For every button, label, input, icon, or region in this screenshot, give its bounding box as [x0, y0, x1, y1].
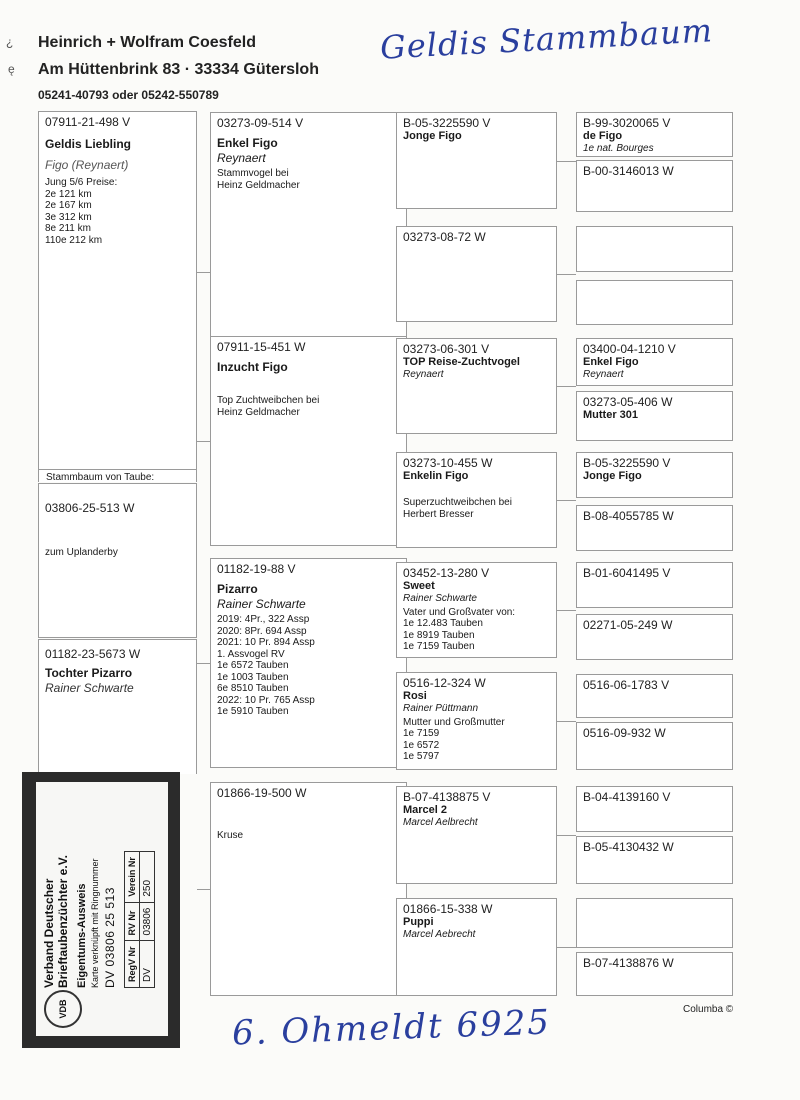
- pedigree-box: [210, 782, 407, 996]
- association-logo: VDB: [44, 990, 82, 1028]
- ring-number: 03273-05-406 W: [583, 395, 673, 409]
- pigeon-name: Rosi: [403, 690, 427, 702]
- connector-line: [197, 272, 210, 273]
- pigeon-info: Stammvogel bei Heinz Geldmacher: [217, 168, 300, 191]
- pigeon-breeder: Marcel Aebrecht: [403, 929, 476, 940]
- breeder-address: Am Hüttenbrink 83 · 33334 Gütersloh: [38, 61, 319, 78]
- card-ring-number: DV 03806 25 513: [103, 887, 117, 988]
- card-subtitle: Karte verknüpft mit Ringnummer: [90, 858, 100, 988]
- pedigree-box: [576, 280, 733, 325]
- pigeon-name: Tochter Pizarro: [45, 666, 133, 680]
- pedigree-box: [396, 452, 557, 548]
- pigeon-breeder: Reynaert: [403, 369, 444, 380]
- pigeon-name: Geldis Liebling: [45, 137, 132, 151]
- pedigree-box: [396, 226, 557, 322]
- connector-line: [197, 889, 210, 890]
- ring-number: 0516-06-1783 V: [583, 678, 670, 692]
- pigeon-name: Inzucht Figo: [217, 360, 288, 374]
- ring-number: 03806-25-513 W: [45, 501, 135, 515]
- pigeon-name: Puppi: [403, 916, 434, 928]
- pedigree-box: [576, 452, 733, 498]
- pigeon-name: TOP Reise-Zuchtvogel: [403, 356, 520, 368]
- pigeon-name: Enkel Figo: [217, 136, 278, 150]
- regv-value: DV: [140, 941, 155, 988]
- pedigree-box: [576, 391, 733, 441]
- pedigree-box: [576, 674, 733, 718]
- pigeon-name: Enkel Figo: [583, 356, 639, 368]
- connector-line: [197, 441, 210, 442]
- connector-line: [557, 386, 576, 387]
- ownership-card-content: [36, 784, 168, 1034]
- pedigree-box: [576, 786, 733, 832]
- pedigree-box: [396, 562, 557, 658]
- pedigree-box: [396, 112, 557, 209]
- ring-number: 02271-05-249 W: [583, 618, 673, 632]
- ring-number: 03273-10-455 W: [403, 456, 493, 470]
- connector-line: [557, 835, 576, 836]
- verein-value: 250: [140, 852, 155, 903]
- connector-line: [557, 274, 576, 275]
- ring-number: 0516-09-932 W: [583, 726, 666, 740]
- pedigree-box: [576, 722, 733, 770]
- pigeon-name: Jonge Figo: [583, 470, 642, 482]
- connector-line: [557, 610, 576, 611]
- ring-number: 07911-21-498 V: [45, 115, 131, 129]
- pigeon-name: de Figo: [583, 130, 623, 142]
- pigeon-info: 2019: 4Pr., 322 Assp 2020: 8Pr. 694 Assp 2021: 10 Pr. 894 Assp 1. Assvogel RV 1e 6572 Tauben 1e 1003 Tauben 6e 8510 Tauben 2022: 10 Pr. 765 Assp 1e 5910 Tauben: [217, 614, 315, 717]
- connector-line: [557, 947, 576, 948]
- ring-number: B-05-3225590 V: [583, 456, 671, 470]
- scan-bleed-mark: ¿: [6, 35, 14, 49]
- ring-number: 03273-09-514 V: [217, 116, 304, 130]
- pigeon-name: Jonge Figo: [403, 130, 462, 142]
- pigeon-name: Pizarro: [217, 582, 258, 596]
- handwritten-title: Geldis Stammbaum: [379, 11, 714, 67]
- pigeon-info: Kruse: [217, 830, 244, 841]
- pedigree-box: [576, 338, 733, 386]
- sibling-box: [38, 483, 197, 638]
- ring-number: 01866-15-338 W: [403, 902, 493, 916]
- stammbaum-label: Stammbaum von Taube:: [46, 472, 155, 483]
- pigeon-info: Top Zuchtweibchen bei Heinz Geldmacher: [217, 395, 320, 418]
- pigeon-breeder: Rainer Schwarte: [403, 593, 477, 604]
- pigeon-breeder: Rainer Püttmann: [403, 703, 479, 714]
- pigeon-breeder: Rainer Schwarte: [217, 597, 306, 611]
- ring-number: 03400-04-1210 V: [583, 342, 676, 356]
- pigeon-name: Mutter 301: [583, 409, 639, 421]
- pigeon-name: Enkelin Figo: [403, 470, 469, 482]
- pedigree-box: [576, 562, 733, 608]
- connector-line: [557, 721, 576, 722]
- connector-line: [557, 500, 576, 501]
- ring-number: B-08-4055785 W: [583, 509, 674, 523]
- pedigree-box: [576, 836, 733, 884]
- connector-line: [197, 663, 210, 664]
- pigeon-breeder: Reynaert: [217, 151, 266, 165]
- ring-number: 01182-23-5673 W: [45, 647, 141, 661]
- association-name: Verband Deutscher: [42, 878, 56, 988]
- pedigree-box: [396, 786, 557, 884]
- ring-number: 03273-08-72 W: [403, 230, 486, 244]
- pedigree-box: [210, 558, 407, 768]
- pedigree-box: [576, 952, 733, 996]
- pigeon-breeder: Marcel Aelbrecht: [403, 817, 478, 828]
- ownership-card-face: [36, 782, 168, 1036]
- ring-number: 01182-19-88 V: [217, 562, 296, 576]
- card-title: Eigentums-Ausweis: [76, 883, 88, 988]
- pedigree-box: [576, 898, 733, 948]
- ring-number: 07911-15-451 W: [217, 340, 306, 354]
- pedigree-box: [576, 226, 733, 272]
- ring-number: B-05-4130432 W: [583, 840, 674, 854]
- ring-number: B-01-6041495 V: [583, 566, 671, 580]
- ownership-card: [22, 772, 180, 1048]
- ring-number: B-04-4139160 V: [583, 790, 671, 804]
- pedigree-box: [396, 898, 557, 996]
- subject-pigeon-box: [38, 111, 197, 470]
- ring-number: 0516-12-324 W: [403, 676, 486, 690]
- pedigree-box: [210, 336, 407, 546]
- connector-line: [557, 161, 576, 162]
- pigeon-breeder: Rainer Schwarte: [45, 681, 134, 695]
- pedigree-box: [396, 338, 557, 434]
- breeder-phone: 05241-40793 oder 05242-550789: [38, 88, 219, 102]
- pedigree-box: [396, 672, 557, 770]
- software-credit: Columba ©: [683, 1004, 734, 1015]
- ring-number: 03452-13-280 V: [403, 566, 490, 580]
- scan-bleed-mark: ę: [8, 62, 15, 76]
- pigeon-info: Vater und Großvater von: 1e 12.483 Tauben 1e 8919 Tauben 1e 7159 Tauben: [403, 606, 516, 652]
- pigeon-breeder: Reynaert: [583, 369, 624, 380]
- pigeon-info: Mutter und Großmutter 1e 7159 1e 6572 1e 5797: [403, 716, 505, 762]
- pigeon-results: Jung 5/6 Preise: 2e 121 km 2e 167 km 3e 312 km 8e 211 km 110e 212 km: [45, 177, 118, 246]
- pigeon-name: Marcel 2: [403, 804, 448, 816]
- card-table: [124, 851, 155, 988]
- pigeon-name: Sweet: [403, 580, 435, 592]
- verein-header: Verein Nr: [125, 852, 140, 903]
- sibling-box: [38, 639, 197, 774]
- ring-number: B-00-3146013 W: [583, 164, 674, 178]
- association-name-2: Brieftaubenzüchter e.V.: [56, 855, 70, 988]
- ring-number: 03273-06-301 V: [403, 342, 490, 356]
- pigeon-info: zum Uplanderby: [45, 547, 118, 558]
- pedigree-box: [576, 160, 733, 212]
- regv-header: RegV Nr: [125, 941, 140, 988]
- breeder-name: Heinrich + Wolfram Coesfeld: [38, 34, 256, 51]
- ring-number: B-99-3020065 V: [583, 116, 671, 130]
- pedigree-box: [576, 112, 733, 157]
- pigeon-info: Superzuchtweibchen bei Herbert Bresser: [403, 497, 512, 520]
- ring-number: B-05-3225590 V: [403, 116, 491, 130]
- pigeon-breeder: 1e nat. Bourges: [583, 143, 654, 154]
- pigeon-origin: Figo (Reynaert): [45, 158, 129, 172]
- rv-value: 03806: [140, 902, 155, 941]
- pedigree-box: [576, 614, 733, 660]
- rv-header: RV Nr: [125, 902, 140, 941]
- ring-number: 01866-19-500 W: [217, 786, 307, 800]
- ring-number: B-07-4138875 V: [403, 790, 491, 804]
- pedigree-box: [576, 505, 733, 551]
- ring-number: B-07-4138876 W: [583, 956, 674, 970]
- handwritten-note: 6. Ohmeldt 6925: [231, 1002, 552, 1054]
